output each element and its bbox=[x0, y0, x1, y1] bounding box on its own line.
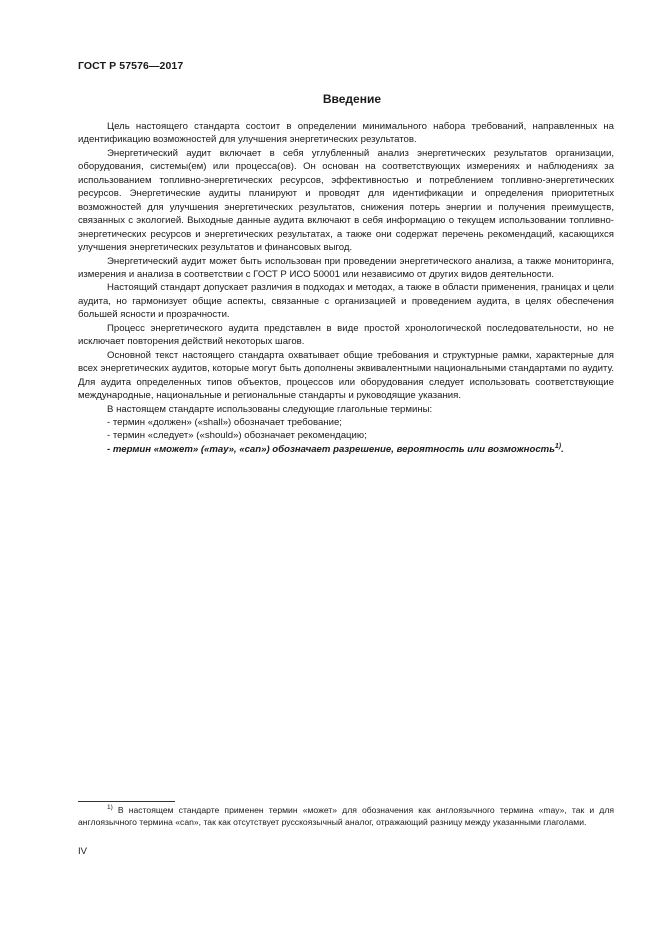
paragraph: Энергетический аудит включает в себя углубленный анализ энергетических результатов организации, оборудования, системы(ем) или процесса(ов). Он основан на соответствующих измерениях и наблюдениях за использованием топливно-энергетических ресурсов, эффективностью и потреблением топливно-энергетических ресурсов. Энергетические аудиты планируют и проводят для идентификации и определения приоритетных возможностей для улучшения энергетических результатов, снижения потерь энергии и получения преимуществ, связанных с экологией. Выходные данные аудита включают в себя информацию о текущем использовании топливно-энергетических ресурсов и энергетических результатах, а также они содержат перечень рекомендаций, касающихся улучшения энергетических результатов и финансовых выгод. bbox=[78, 147, 614, 254]
term-item-bold bbox=[78, 443, 614, 456]
footnote-mark: 1) bbox=[107, 804, 113, 812]
term-item: - термин «следует» («should») обозначает рекомендацию; bbox=[107, 430, 367, 442]
paragraph: Основной текст настоящего стандарта охватывает общие требования и структурные рамки, характерные для всех энергетических аудитов, которые могут быть дополнены эквивалентными национальными стандартами по аудиту. Для аудита определенных типов объектов, процессов или оборудования следует использовать соответствующие международные, национальные и региональные стандарты и руководящие указания. bbox=[78, 349, 614, 402]
body-text bbox=[78, 120, 614, 456]
footnote-divider bbox=[78, 801, 175, 802]
term-bold-tail: . bbox=[561, 443, 564, 455]
paragraph: Настоящий стандарт допускает различия в подходах и методах, а также в области применения, границах и цели аудита, но гармонизует общие аспекты, связанные с организацией и проведением аудита, в целях обеспечения большей ясности и прозрачности. bbox=[78, 282, 614, 321]
footnote bbox=[78, 804, 614, 828]
document-code: ГОСТ Р 57576—2017 bbox=[78, 60, 184, 72]
footnote-text: В настоящем стандарте применен термин «может» для обозначения как англоязычного термина «may», так и для англоязычного термина «can», так как отсутствует русскоязычный аналог, отражающий разницу между указанными глаголами. bbox=[78, 805, 614, 827]
footnote-reference[interactable]: 1) bbox=[554, 442, 562, 450]
term-bold-text: - термин «может» («may», «can») обозначает разрешение, вероятность или возможность bbox=[107, 443, 555, 455]
paragraph: В настоящем стандарте использованы следующие глагольные термины: bbox=[107, 403, 433, 415]
page-number: IV bbox=[78, 846, 87, 857]
paragraph: Процесс энергетического аудита представлен в виде простой хронологической последовательности, но не исключает повторения действий некоторых шагов. bbox=[78, 322, 614, 348]
section-title-text: Введение bbox=[322, 92, 381, 106]
term-item: - термин «должен» («shall») обозначает требование; bbox=[107, 416, 342, 428]
paragraph: Цель настоящего стандарта состоит в определении минимального набора требований, направленных на идентификацию возможностей для улучшения энергетических результатов. bbox=[78, 121, 614, 146]
paragraph: Энергетический аудит может быть использован при проведении энергетического анализа, а также мониторинга, измерения и анализа в соответствии с ГОСТ Р ИСО 50001 или независимо от других видов деятельности. bbox=[78, 255, 614, 280]
section-title bbox=[78, 92, 614, 106]
